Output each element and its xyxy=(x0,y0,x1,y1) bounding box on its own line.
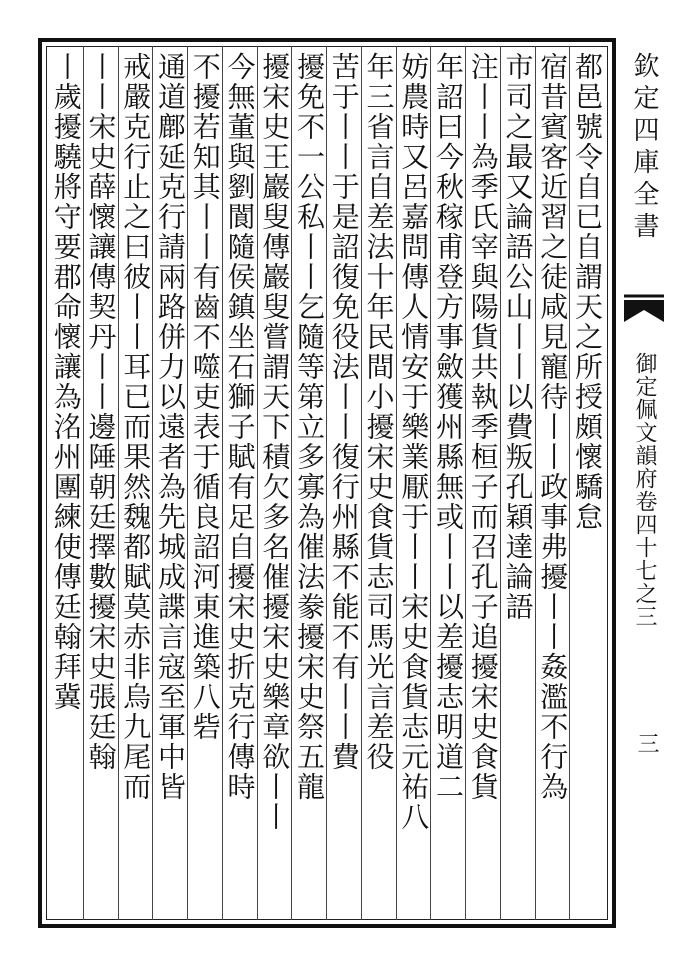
column-rule xyxy=(430,46,431,920)
text-column: 年三省言自差法十年民間小擾宋史食貨志司馬光言差役 xyxy=(362,52,396,772)
column-rule xyxy=(83,46,84,920)
column-rule xyxy=(500,46,501,920)
column-rule xyxy=(535,46,536,920)
text-column: 通道鄜延克行請兩路併力以遠者為先城成諜言寇至軍中皆 xyxy=(154,52,187,802)
text-column: 不擾若知其丨丨有齒不噬吏表于循良詔河東進築八砦 xyxy=(188,52,222,742)
column-rule xyxy=(569,46,570,920)
column-rule xyxy=(291,46,292,920)
column-rule xyxy=(222,46,223,920)
column-rule xyxy=(396,46,397,920)
column-rule xyxy=(465,46,466,920)
text-column: 擾免不一公私丨丨乞隨等第立多寡為催法豢擾宋史祭五龍 xyxy=(293,52,326,802)
text-column: 戒嚴克行止之曰彼丨丨耳已而果然魏都賦莫赤非烏九尾而 xyxy=(119,52,153,802)
column-rule xyxy=(187,46,188,920)
text-column: 都邑號令自已自謂天之所授頗懷驕怠 xyxy=(571,52,604,532)
column-rule xyxy=(361,46,362,920)
text-column: 丨丨宋史薛懷讓傳契丹丨丨邊陲朝廷擇數擾宋史張廷翰 xyxy=(84,52,118,772)
column-rule xyxy=(152,46,153,920)
text-column: 年詔曰今秋稼甫登方事斂獲州縣無或丨丨以差擾志明道二 xyxy=(432,52,465,802)
margin-column xyxy=(622,52,666,912)
text-column: 今無董與劉閬隨侯鎮坐石獅子賦有足自擾宋史折克行傳時 xyxy=(223,52,257,802)
column-rule xyxy=(326,46,327,920)
page-number: 三 xyxy=(634,732,659,754)
text-column: 妨農時又呂嘉問傳人情安于樂業厭于丨丨宋史食貨志元祐八 xyxy=(397,52,431,832)
fishtail-mark-icon xyxy=(624,292,664,342)
text-column: 擾宋史王巖叟傳巖叟嘗謂天下積欠多名催擾宋史樂章欲丨丨 xyxy=(258,52,292,832)
volume-label: 御定佩文韻府卷四十七之三 xyxy=(632,352,657,628)
text-column: 市司之最又論語公山丨丨以費叛孔穎達論語 xyxy=(501,52,535,622)
text-column: 苦于丨丨于是詔復免役法丨丨復行州縣不能不有丨丨費 xyxy=(327,52,361,772)
text-column: 注丨丨為季氏宰與陽貨共執季桓子而召孔子追擾宋史食貨 xyxy=(466,52,500,802)
text-column: 宿昔賓客近習之徒咸見寵待丨丨政事弗擾丨丨姦濫不行為 xyxy=(536,52,570,802)
column-rule xyxy=(257,46,258,920)
column-rule xyxy=(118,46,119,920)
book-title: 欽定四庫全書 xyxy=(629,52,659,244)
text-column: 丨歲擾驍將守要郡命懷讓為洺州團練使傳廷翰拜冀 xyxy=(49,52,83,712)
